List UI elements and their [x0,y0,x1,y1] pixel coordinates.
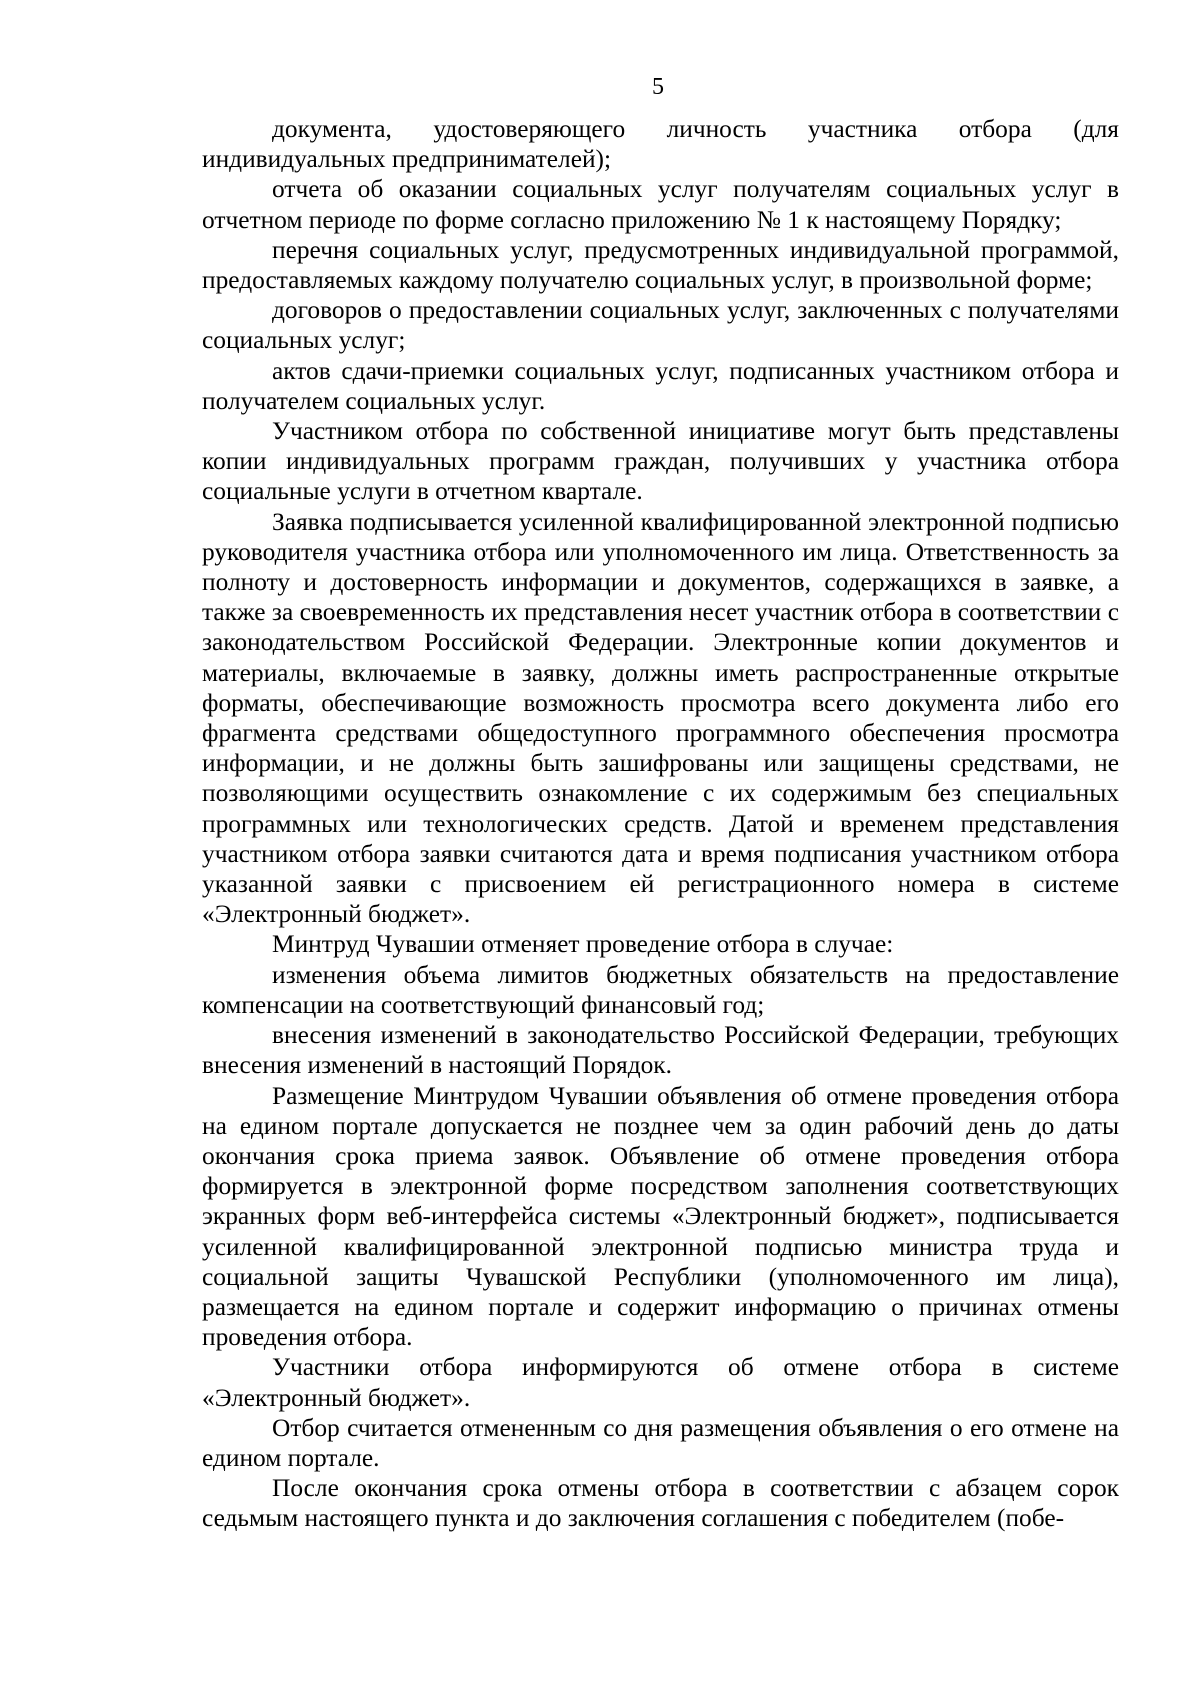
paragraph: перечня социальных услуг, предусмотренных индивидуальной программой, предоставляемых каждому получателю социальных услуг, в произвольной форме; [202,235,1119,295]
paragraph: договоров о предоставлении социальных услуг, заключенных с получателями социальных услуг; [202,296,1119,355]
paragraph: изменения объема лимитов бюджетных обязательств на предоставление компенсации на соответствующий финансовый год; [202,960,1119,1019]
paragraph: актов сдачи-приемки социальных услуг, подписанных участником отбора и получателем социальных услуг. [202,356,1119,415]
paragraph: отчета об оказании социальных услуг получателям социальных услуг в отчетном периоде по форме согласно приложению № 1 к настоящему Порядку; [202,175,1119,234]
paragraph: Участники отбора информируются об отмене отбора в системе «Электронный бюджет». [202,1353,1119,1412]
paragraph: документа, удостоверяющего личность участника отбора (для индивидуальных предпринимателей); [202,115,1119,174]
paragraph: Участником отбора по собственной инициативе могут быть представлены копии индивидуальных программ граждан, получивших у участника отбора социальные услуги в отчетном квартале. [202,417,1119,506]
paragraph: Минтруд Чувашии отменяет проведение отбора в случае: [272,930,894,959]
paragraph: После окончания срока отмены отбора в соответствии с абзацем сорок седьмым настоящего пункта и до заключения соглашения с победителем (побе- [202,1474,1119,1533]
paragraph: внесения изменений в законодательство Российской Федерации, требующих внесения изменений в настоящий Порядок. [202,1021,1119,1080]
page-number: 5 [652,74,664,100]
paragraph: Заявка подписывается усиленной квалифицированной электронной подписью руководителя участника отбора или уполномоченного им лица. Ответственность за полноту и достоверность информации и документов, содержащихся в заявке, а также за своевременность их представления несет участник отбора в соответствии с законодательством Российской Федерации. Электронные копии документов и материалы, включаемые в заявку, должны иметь распространенные открытые форматы, обеспечивающие возможность просмотра всего документа либо его фрагмента средствами общедоступного программного обеспечения просмотра информации, и не должны быть зашифрованы или защищены средствами, не позволяющими осуществить ознакомление с их содержимым без специальных программных или технологических средств. Датой и временем представления участником отбора заявки считаются дата и время подписания участником отбора указанной заявки с присвоением ей регистрационного номера в системе «Электронный бюджет». [202,507,1119,929]
document-body [202,114,1119,1534]
paragraph: Размещение Минтрудом Чувашии объявления об отмене проведения отбора на едином портале допускается не позднее чем за один рабочий день до даты окончания срока приема заявок. Объявление об отмене проведения отбора формируется в электронной форме посредством заполнения соответствующих экранных форм веб-интерфейса системы «Электронный бюджет», подписывается усиленной квалифицированной электронной подписью министра труда и социальной защиты Чувашской Республики (уполномоченного им лица), размещается на едином портале и содержит информацию о причинах отмены проведения отбора. [202,1081,1119,1352]
paragraph: Отбор считается отмененным со дня размещения объявления о его отмене на едином портале. [202,1413,1119,1472]
